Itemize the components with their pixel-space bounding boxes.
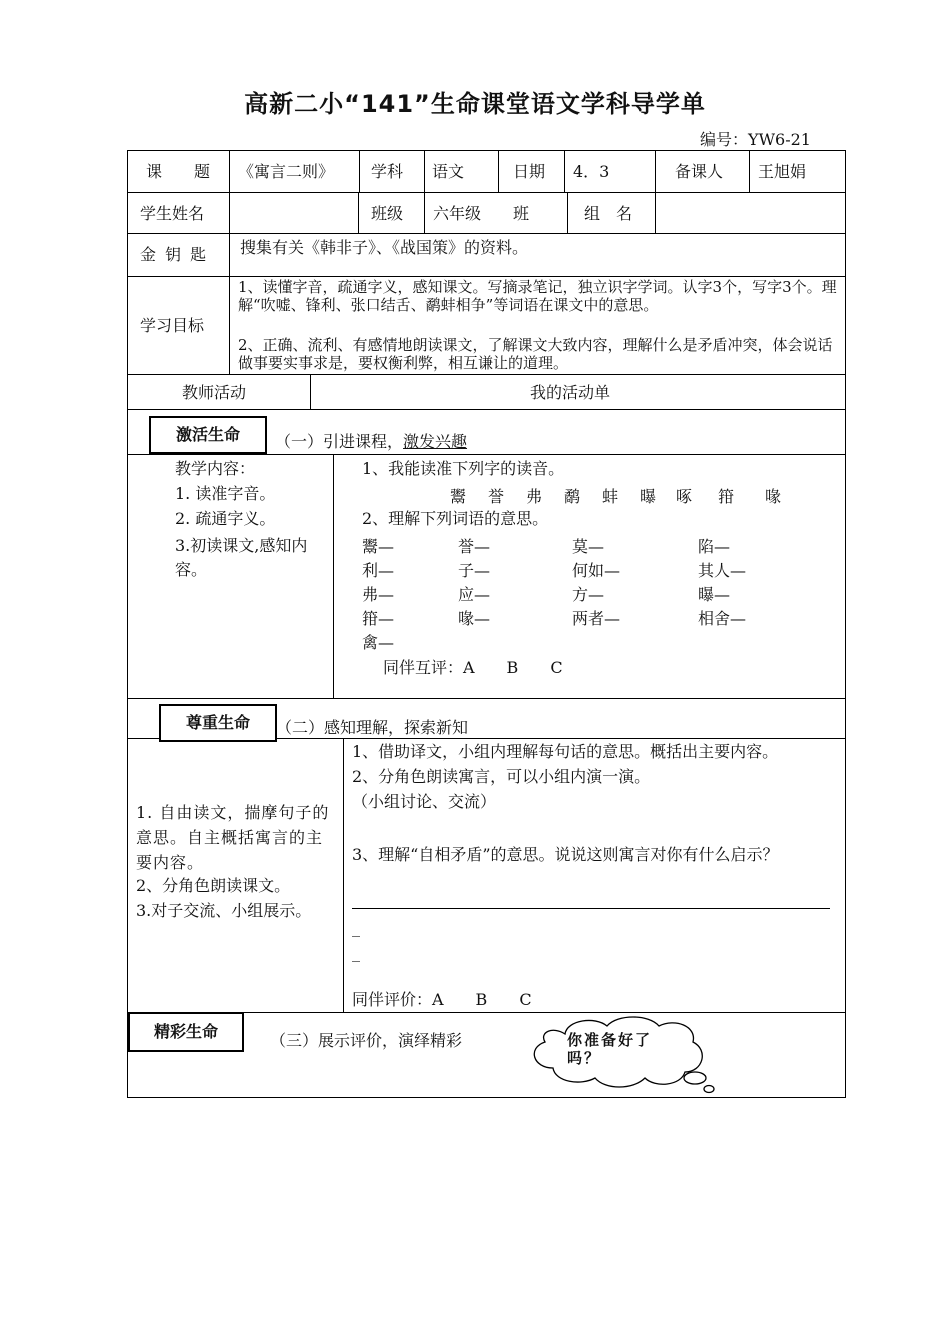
class-value: 六年级 班 — [433, 204, 530, 223]
section3-badge: 精彩生命 — [128, 1012, 244, 1052]
s2-right-3: （小组讨论、交流） — [352, 792, 497, 811]
char-item: 弗 — [526, 487, 543, 506]
char-item: 啄 — [676, 487, 693, 506]
key-value: 搜集有关《韩非子》、《战国策》的资料。 — [240, 238, 529, 257]
s2-right-4: 3、理解“自相矛盾”的意思。说说这则寓言对你有什么启示？ — [352, 845, 779, 864]
preparer-label: 备课人 — [675, 162, 724, 181]
char-item: 鹬 — [564, 487, 581, 506]
answer-dash: _ — [352, 943, 360, 962]
word-item: 陷— — [698, 537, 731, 556]
char-item: 蚌 — [602, 487, 619, 506]
section1-badge: 激活生命 — [149, 416, 267, 454]
date-value: 4．3 — [573, 162, 610, 181]
teach-item: 2. 疏通字义。 — [175, 509, 276, 528]
word-item: 两者— — [572, 609, 621, 628]
word-item: 弗— — [362, 585, 395, 604]
class-label: 班级 — [371, 204, 404, 223]
task1: 1、我能读准下列字的读音。 — [362, 459, 565, 478]
teacher-col-label: 教师活动 — [182, 383, 247, 402]
my-col-label: 我的活动单 — [530, 383, 611, 402]
section2-badge: 尊重生命 — [159, 704, 277, 742]
subject-label: 学科 — [371, 162, 404, 181]
goal-1: 1、读懂字音，疏通字义，感知课文。写摘录笔记，独立识字学词。认字3个，写字3个。理解“吹嘘、锋利、张口结舌、鹬蚌相争”等词语在课文中的意思。 — [238, 278, 837, 314]
topic-value: 《寓言二则》 — [238, 162, 335, 181]
s2-left-1: 1. 自由读文，揣摩句子的意思。自主概括寓言的主要内容。 — [136, 803, 330, 872]
task2: 2、理解下列词语的意思。 — [362, 509, 549, 528]
word-item: 喙— — [458, 609, 491, 628]
teach-item: 1. 读准字音。 — [175, 484, 276, 503]
word-item: 相舍— — [698, 609, 747, 628]
topic-label: 课 题 — [146, 162, 211, 181]
word-item: 曝— — [698, 585, 731, 604]
peer-rating-1: 同伴互评：A B C — [383, 658, 563, 677]
char-item: 鬻 — [450, 487, 467, 506]
page-title: 高新二小“141”生命课堂语文学科导学单 — [244, 90, 706, 118]
word-item: 其人— — [698, 561, 747, 580]
s2-left-3: 3.对子交流、小组展示。 — [136, 901, 312, 920]
word-item: 子— — [458, 561, 491, 580]
section2-heading: （二）感知理解，探索新知 — [276, 718, 469, 737]
word-item: 箝— — [362, 609, 395, 628]
s2-left-2: 2、分角色朗读课文。 — [136, 876, 291, 895]
subject-value: 语文 — [432, 162, 465, 181]
peer-rating-2: 同伴评价：A B C — [352, 990, 532, 1009]
char-item: 喙 — [765, 487, 782, 506]
char-item: 誉 — [488, 487, 505, 506]
answer-dash: _ — [352, 918, 360, 937]
student-label: 学生姓名 — [140, 204, 205, 223]
section3-heading: （三）展示评价，演绎精彩 — [270, 1031, 463, 1050]
word-item: 利— — [362, 561, 395, 580]
s2-right-1: 1、借助译文，小组内理解每句话的意思。概括出主要内容。 — [352, 742, 779, 761]
word-item: 应— — [458, 585, 491, 604]
goal-2: 2、正确、流利、有感情地朗读课文，了解课文大致内容，理解什么是矛盾冲突，体会说话做事要实事求是，要权衡利弊，相互谦让的道理。 — [238, 336, 833, 372]
word-item: 禽— — [362, 633, 395, 652]
section1-heading-prefix: （一）引进课程， — [275, 432, 404, 451]
cloud-text: 你准备好了吗？ — [567, 1031, 653, 1067]
section1-heading — [275, 432, 467, 451]
group-label: 组 名 — [584, 204, 633, 223]
word-item: 莫— — [572, 537, 605, 556]
word-item: 鬻— — [362, 537, 395, 556]
date-label: 日期 — [513, 162, 546, 181]
section1-heading-underlined: 激发兴趣 — [403, 432, 468, 451]
chars-row — [450, 484, 790, 504]
word-item: 誉— — [458, 537, 491, 556]
char-item: 曝 — [640, 487, 657, 506]
doc-code: 编号：YW6-21 — [700, 130, 811, 149]
preparer-value: 王旭娟 — [758, 162, 807, 181]
teach-item: 3.初读课文,感知内容。 — [175, 536, 308, 579]
teach-title: 教学内容： — [175, 459, 256, 478]
char-item: 箝 — [718, 487, 735, 506]
goal-label: 学习目标 — [140, 316, 205, 335]
word-grid — [362, 534, 832, 654]
word-item: 方— — [572, 585, 605, 604]
s2-right-2: 2、分角色朗读寓言，可以小组内演一演。 — [352, 767, 651, 786]
key-label: 金 钥 匙 — [140, 245, 209, 264]
word-item: 何如— — [572, 561, 621, 580]
